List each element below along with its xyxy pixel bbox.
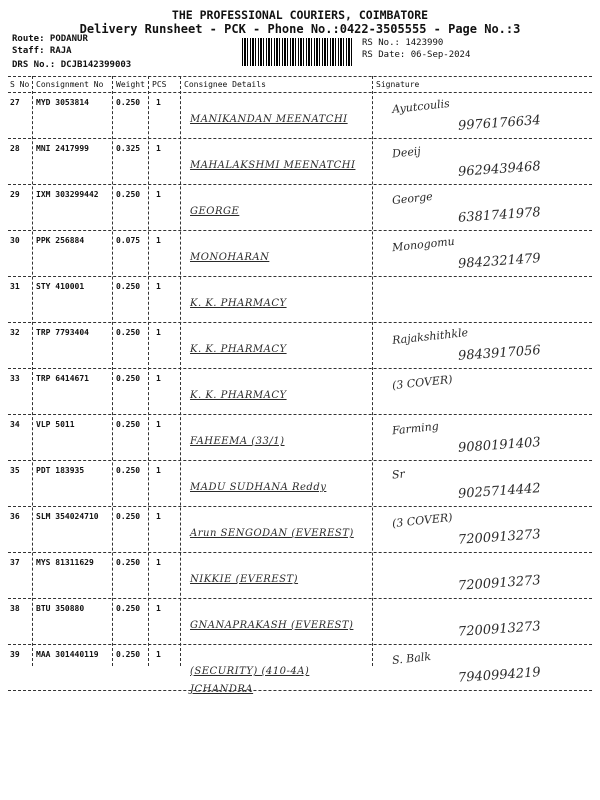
row-divider [8, 138, 592, 139]
divider [8, 92, 592, 93]
row-signature: Sr [391, 467, 406, 482]
row-phone: 9025714442 [457, 481, 542, 502]
row-pcs: 1 [156, 190, 161, 199]
row-consignment-no: PPK 256884 [36, 236, 85, 245]
page-subtitle: Delivery Runsheet - PCK - Phone No.:0422-3505555 - Page No.:3 [79, 22, 521, 36]
row-consignment-no: IXM 303299442 [36, 190, 99, 199]
row-consignment-no: MAA 301440119 [36, 650, 99, 659]
row-phone: 7200913273 [457, 619, 542, 640]
col-divider [180, 76, 181, 666]
col-sno: S No [10, 80, 30, 89]
row-weight: 0.250 [116, 650, 141, 659]
staff-label: Staff: RAJA [12, 46, 72, 56]
row-pcs: 1 [156, 236, 161, 245]
row-divider [8, 598, 592, 599]
col-consignee: Consignee Details [184, 80, 266, 89]
col-consignment: Consignment No [36, 80, 104, 89]
row-consignee: K. K. PHARMACY [190, 344, 287, 355]
row-phone: 7940994219 [457, 665, 542, 686]
col-divider [112, 76, 113, 666]
row-sno: 29 [10, 190, 20, 199]
row-sno: 34 [10, 420, 20, 429]
row-weight: 0.250 [116, 604, 141, 613]
row-sno: 35 [10, 466, 20, 475]
row-sno: 27 [10, 98, 20, 107]
drs-label: DRS No.: DCJB142399003 [12, 60, 132, 70]
row-phone: 9629439468 [457, 159, 542, 180]
row-divider [8, 230, 592, 231]
row-consignee: Arun SENGODAN (EVEREST) [190, 528, 354, 539]
barcode [242, 38, 354, 66]
rs-date: RS Date: 06-Sep-2024 [362, 50, 471, 60]
row-signature: (3 COVER) [391, 510, 454, 531]
row-pcs: 1 [156, 282, 161, 291]
row-phone: 9080191403 [457, 435, 542, 456]
row-phone: 9976176634 [457, 113, 542, 134]
row-weight: 0.250 [116, 282, 141, 291]
row-weight: 0.250 [116, 466, 141, 475]
row-divider [8, 506, 592, 507]
row-pcs: 1 [156, 328, 161, 337]
row-signature: Farming [391, 419, 440, 438]
row-consignee: K. K. PHARMACY [190, 390, 287, 401]
rs-no: RS No.: 1423990 [362, 38, 444, 48]
row-divider [8, 644, 592, 645]
row-weight: 0.250 [116, 558, 141, 567]
row-weight: 0.250 [116, 328, 141, 337]
row-phone: 9843917056 [457, 343, 542, 364]
row-weight: 0.250 [116, 98, 141, 107]
row-weight: 0.075 [116, 236, 141, 245]
page-title: THE PROFESSIONAL COURIERS, COIMBATORE [171, 8, 429, 22]
row-consignment-no: TRP 6414671 [36, 374, 89, 383]
row-consignee: FAHEEMA (33/1) [190, 436, 285, 447]
row-sno: 36 [10, 512, 20, 521]
row-consignee: GNANAPRAKASH (EVEREST) [190, 620, 354, 631]
route-label: Route: PODANUR [12, 34, 88, 44]
row-sno: 37 [10, 558, 20, 567]
col-divider [372, 76, 373, 666]
row-divider [8, 552, 592, 553]
col-divider [148, 76, 149, 666]
row-consignment-no: STY 410001 [36, 282, 85, 291]
row-sno: 33 [10, 374, 20, 383]
row-divider [8, 368, 592, 369]
row-signature: Rajakshithkle [391, 326, 469, 347]
row-signature: S. Balk [391, 649, 432, 668]
row-phone: 7200913273 [457, 573, 542, 594]
col-pcs: PCS [152, 80, 167, 89]
row-phone: 7200913273 [457, 527, 542, 548]
row-consignee: MONOHARAN [190, 252, 270, 263]
col-divider [32, 76, 33, 666]
row-divider [8, 322, 592, 323]
row-consignee-extra: JCHANDRA [190, 684, 254, 695]
row-consignee: K. K. PHARMACY [190, 298, 287, 309]
row-weight: 0.325 [116, 144, 141, 153]
row-pcs: 1 [156, 558, 161, 567]
row-sno: 30 [10, 236, 20, 245]
row-consignee: MADU SUDHANA Reddy [190, 482, 327, 493]
row-divider [8, 184, 592, 185]
row-sno: 38 [10, 604, 20, 613]
row-sno: 39 [10, 650, 20, 659]
row-pcs: 1 [156, 650, 161, 659]
row-phone: 6381741978 [457, 205, 542, 226]
row-consignee: MANIKANDAN MEENATCHI [190, 114, 348, 125]
row-consignment-no: MNI 2417999 [36, 144, 89, 153]
row-pcs: 1 [156, 466, 161, 475]
row-divider [8, 414, 592, 415]
col-signature: Signature [376, 80, 420, 89]
row-divider [8, 276, 592, 277]
row-consignment-no: MYD 3053814 [36, 98, 89, 107]
row-signature: (3 COVER) [391, 372, 454, 393]
row-sno: 32 [10, 328, 20, 337]
row-consignment-no: VLP 5011 [36, 420, 75, 429]
row-sno: 31 [10, 282, 20, 291]
row-weight: 0.250 [116, 420, 141, 429]
row-consignment-no: SLM 354024710 [36, 512, 99, 521]
row-signature: Monogomu [391, 234, 456, 255]
row-signature: George [391, 189, 434, 208]
row-pcs: 1 [156, 98, 161, 107]
row-consignment-no: PDT 183935 [36, 466, 85, 475]
row-pcs: 1 [156, 144, 161, 153]
row-pcs: 1 [156, 374, 161, 383]
row-divider [8, 460, 592, 461]
row-signature: Deeij [391, 144, 422, 161]
row-consignee: GEORGE [190, 206, 240, 217]
divider [8, 76, 592, 77]
row-consignee: NIKKIE (EVEREST) [190, 574, 299, 585]
row-pcs: 1 [156, 604, 161, 613]
row-pcs: 1 [156, 512, 161, 521]
row-pcs: 1 [156, 420, 161, 429]
row-consignment-no: MYS 81311629 [36, 558, 94, 567]
row-weight: 0.250 [116, 374, 141, 383]
row-signature: Ayutcoulis [391, 97, 451, 116]
row-consignee: (SECURITY) (410-4A) [190, 666, 310, 677]
row-weight: 0.250 [116, 512, 141, 521]
row-consignment-no: TRP 7793404 [36, 328, 89, 337]
col-weight: Weight [116, 80, 145, 89]
row-phone: 9842321479 [457, 251, 542, 272]
row-divider [8, 690, 592, 691]
row-consignee: MAHALAKSHMI MEENATCHI [190, 160, 356, 171]
row-weight: 0.250 [116, 190, 141, 199]
row-consignment-no: BTU 350880 [36, 604, 85, 613]
row-sno: 28 [10, 144, 20, 153]
